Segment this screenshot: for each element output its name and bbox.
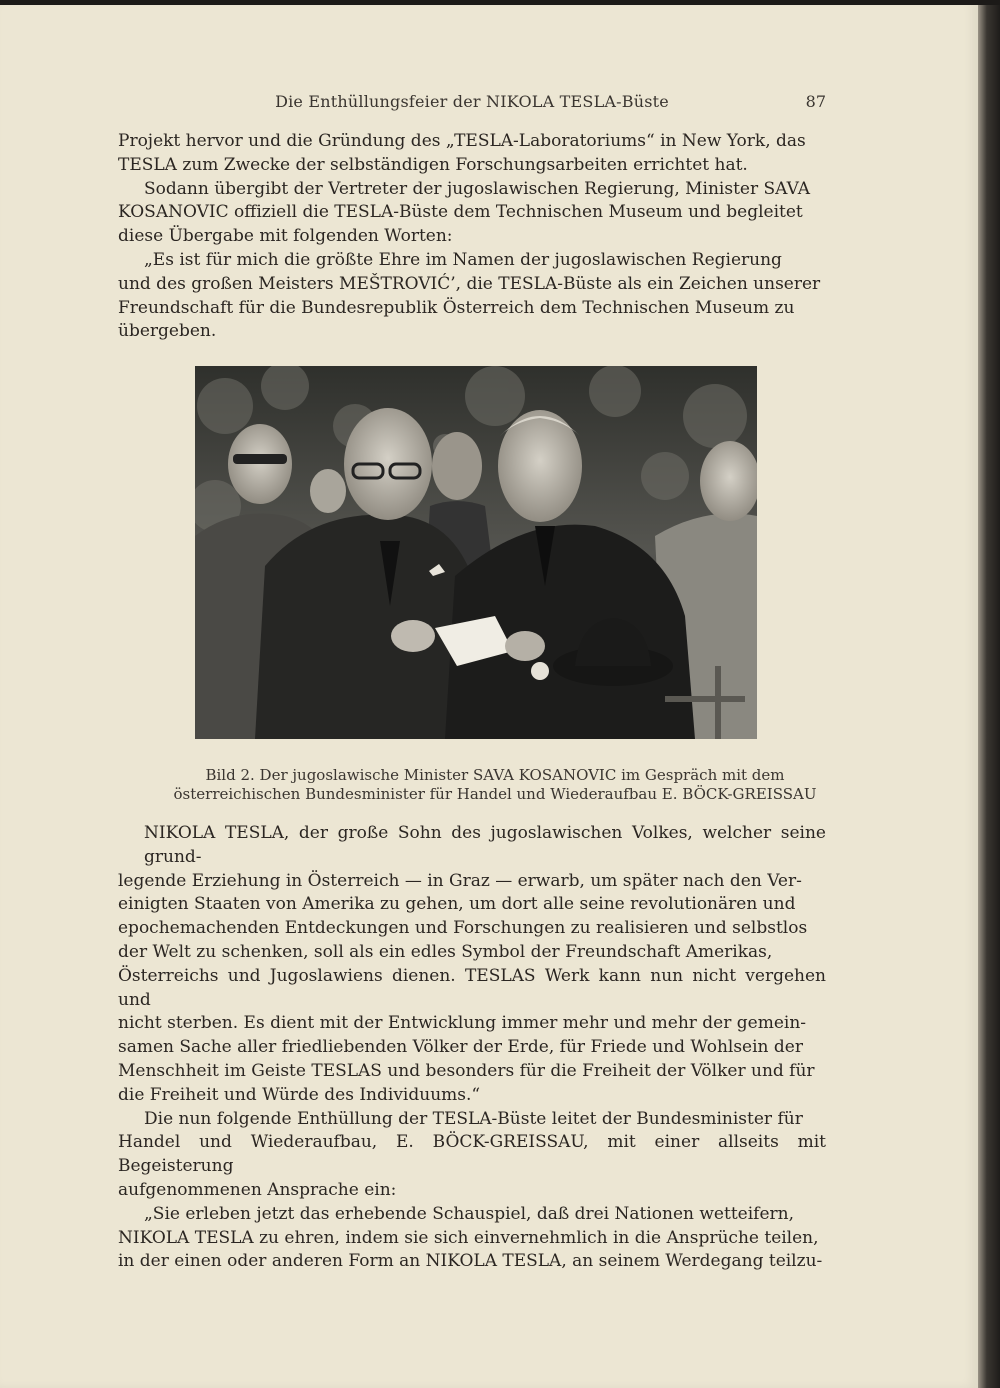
- text-line: KOSANOVIC offiziell die TESLA-Büste dem Technischen Museum und begleitet: [118, 202, 803, 223]
- paragraph-4: [118, 822, 826, 1108]
- text-line: einigten Staaten von Amerika zu gehen, um dort alle seine revolutionären und: [118, 894, 796, 915]
- paragraph-2: [118, 178, 826, 249]
- text-line: übergeben.: [118, 321, 217, 342]
- photograph: [195, 366, 757, 739]
- photo-illustration: [195, 366, 757, 739]
- text-line: Freundschaft für die Bundesrepublik Österreich dem Technischen Museum zu: [118, 297, 795, 318]
- caption-line: Bild 2. Der jugoslawische Minister SAVA KOSANOVIC im Gespräch mit dem: [205, 766, 785, 784]
- text-line: nicht sterben. Es dient mit der Entwicklung immer mehr und mehr der gemein-: [118, 1013, 807, 1034]
- text-line: diese Übergabe mit folgenden Worten:: [118, 226, 453, 247]
- text-line: in der einen oder anderen Form an NIKOLA TESLA, an seinem Werdegang teilzu-: [118, 1251, 823, 1272]
- paragraph-6: [118, 1203, 826, 1274]
- figure-caption: [160, 766, 830, 804]
- page-number: 87: [805, 92, 826, 111]
- body-text-top: [118, 130, 826, 344]
- page-edge: [978, 0, 1000, 1388]
- text-line: Sodann übergibt der Vertreter der jugoslawischen Regierung, Minister SAVA: [144, 178, 810, 199]
- text-line: legende Erziehung in Österreich — in Graz — erwarb, um später nach den Ver-: [118, 870, 802, 891]
- paragraph-1: [118, 130, 826, 178]
- text-line: Projekt hervor und die Gründung des „TESLA-Laboratoriums“ in New York, das: [118, 131, 806, 151]
- text-line: NIKOLA TESLA, der große Sohn des jugoslawischen Volkes, welcher seine grund-: [144, 823, 826, 867]
- running-header: [118, 92, 826, 116]
- paragraph-3: [118, 249, 826, 344]
- scan-border: [0, 0, 1000, 5]
- running-title: Die Enthüllungsfeier der NIKOLA TESLA-Büste: [275, 92, 669, 111]
- text-line: NIKOLA TESLA zu ehren, indem sie sich einvernehmlich in die Ansprüche teilen,: [118, 1227, 819, 1248]
- text-line: Österreichs und Jugoslawiens dienen. TESLAS Werk kann nun nicht vergehen und: [118, 965, 826, 1010]
- text-line: epochemachenden Entdeckungen und Forschungen zu realisieren und selbstlos: [118, 918, 808, 939]
- text-line: samen Sache aller friedliebenden Völker der Erde, für Friede und Wohlsein der: [118, 1037, 803, 1058]
- text-line: „Es ist für mich die größte Ehre im Namen der jugoslawischen Regierung: [144, 249, 782, 270]
- text-line: TESLA zum Zwecke der selbständigen Forschungsarbeiten errichtet hat.: [118, 154, 748, 175]
- caption-line: österreichischen Bundesminister für Handel und Wiederaufbau E. BÖCK-GREISSAU: [173, 785, 817, 803]
- text-line: Handel und Wiederaufbau, E. BÖCK-GREISSAU, mit einer allseits mit Begeisterung: [118, 1132, 826, 1177]
- text-line: aufgenommenen Ansprache ein:: [118, 1179, 397, 1200]
- text-line: und des großen Meisters MEŠTROVIĆ’, die TESLA-Büste als ein Zeichen unserer: [118, 273, 821, 294]
- text-line: Menschheit im Geiste TESLAS und besonders für die Freiheit der Völker und für: [118, 1060, 815, 1081]
- paragraph-5: [118, 1108, 826, 1203]
- text-line: die Freiheit und Würde des Individuums.“: [118, 1084, 481, 1105]
- text-line: „Sie erleben jetzt das erhebende Schauspiel, daß drei Nationen wetteifern,: [144, 1203, 794, 1224]
- body-text-bottom: [118, 822, 826, 1274]
- text-line: Die nun folgende Enthüllung der TESLA-Büste leitet der Bundesminister für: [144, 1108, 803, 1129]
- text-line: der Welt zu schenken, soll als ein edles Symbol der Freundschaft Amerikas,: [118, 941, 773, 962]
